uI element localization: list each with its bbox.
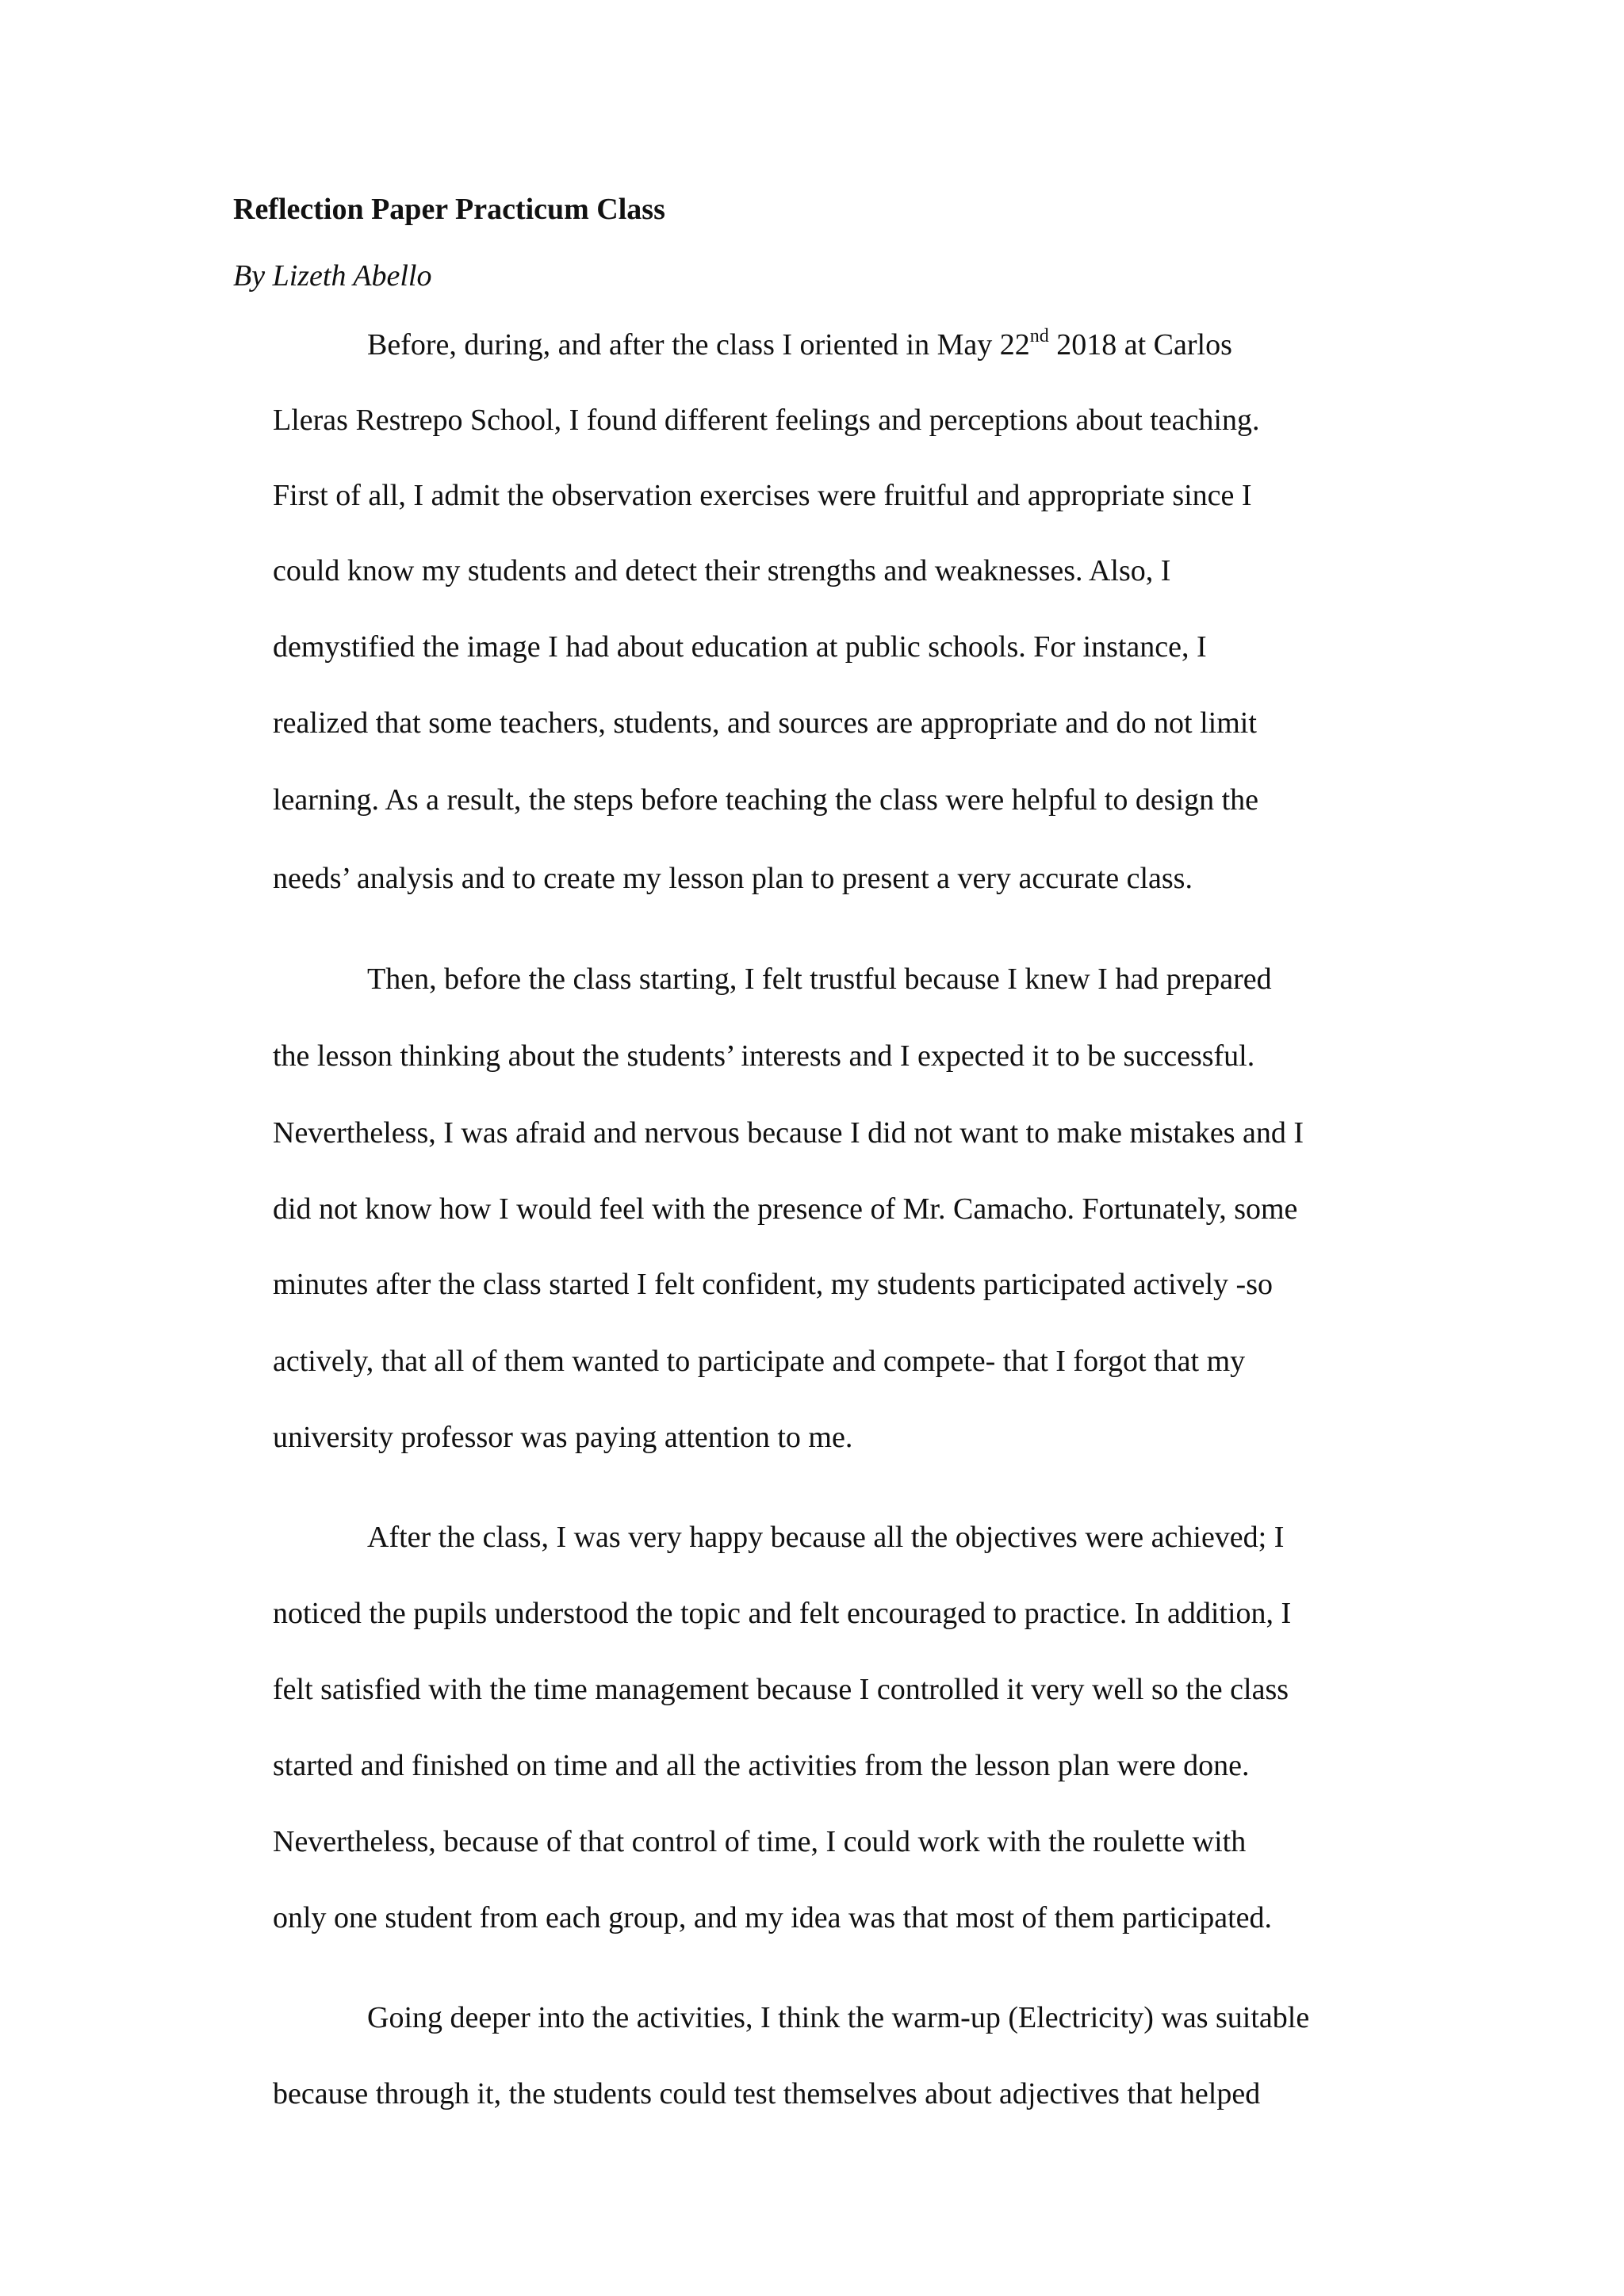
paragraph-line: needs’ analysis and to create my lesson plan to present a very accurate class. [273, 862, 1193, 895]
paragraph-line: demystified the image I had about education at public schools. For instance, I [273, 630, 1207, 664]
paragraph-line: actively, that all of them wanted to participate and compete- that I forgot that my [273, 1345, 1246, 1378]
paragraph-line: Nevertheless, I was afraid and nervous because I did not want to make mistakes and I [273, 1116, 1304, 1150]
paragraph-line: noticed the pupils understood the topic and felt encouraged to practice. In addition, I [273, 1597, 1292, 1630]
paragraph-line: minutes after the class started I felt confident, my students participated actively -so [273, 1268, 1273, 1301]
paragraph-line: Nevertheless, because of that control of time, I could work with the roulette with [273, 1825, 1247, 1858]
paragraph-line: First of all, I admit the observation exercises were fruitful and appropriate since I [273, 479, 1252, 512]
line-text: 2018 at Carlos [1048, 328, 1232, 362]
paragraph-line: Then, before the class starting, I felt trustful because I knew I had prepared [367, 962, 1272, 996]
paragraph-line: the lesson thinking about the students’ interests and I expected it to be successful. [273, 1039, 1255, 1073]
paragraph-line: did not know how I would feel with the presence of Mr. Camacho. Fortunately, some [273, 1192, 1298, 1226]
ordinal-superscript: nd [1029, 326, 1049, 346]
paragraph-line: university professor was paying attention to me. [273, 1421, 853, 1454]
line-text: Before, during, and after the class I oriented in May 22 [367, 328, 1030, 362]
paragraph-line: Lleras Restrepo School, I found different feelings and perceptions about teaching. [273, 404, 1260, 437]
document-title: Reflection Paper Practicum Class [233, 193, 665, 226]
paragraph-line: realized that some teachers, students, and sources are appropriate and do not limit [273, 706, 1257, 740]
paragraph-line: Going deeper into the activities, I think the warm-up (Electricity) was suitable [367, 2001, 1310, 2034]
paragraph-line: only one student from each group, and my idea was that most of them participated. [273, 1901, 1272, 1934]
paragraph-line: could know my students and detect their strengths and weaknesses. Also, I [273, 554, 1171, 587]
paragraph-line: because through it, the students could test themselves about adjectives that helped [273, 2077, 1261, 2110]
paragraph-line: learning. As a result, the steps before teaching the class were helpful to design the [273, 783, 1259, 817]
paragraph-line: After the class, I was very happy because all the objectives were achieved; I [367, 1521, 1285, 1554]
paragraph-line: felt satisfied with the time management because I controlled it very well so the class [273, 1673, 1289, 1706]
paragraph-line [367, 327, 1232, 364]
paragraph-line: started and finished on time and all the activities from the lesson plan were done. [273, 1749, 1250, 1782]
author-byline: By Lizeth Abello [233, 259, 432, 293]
